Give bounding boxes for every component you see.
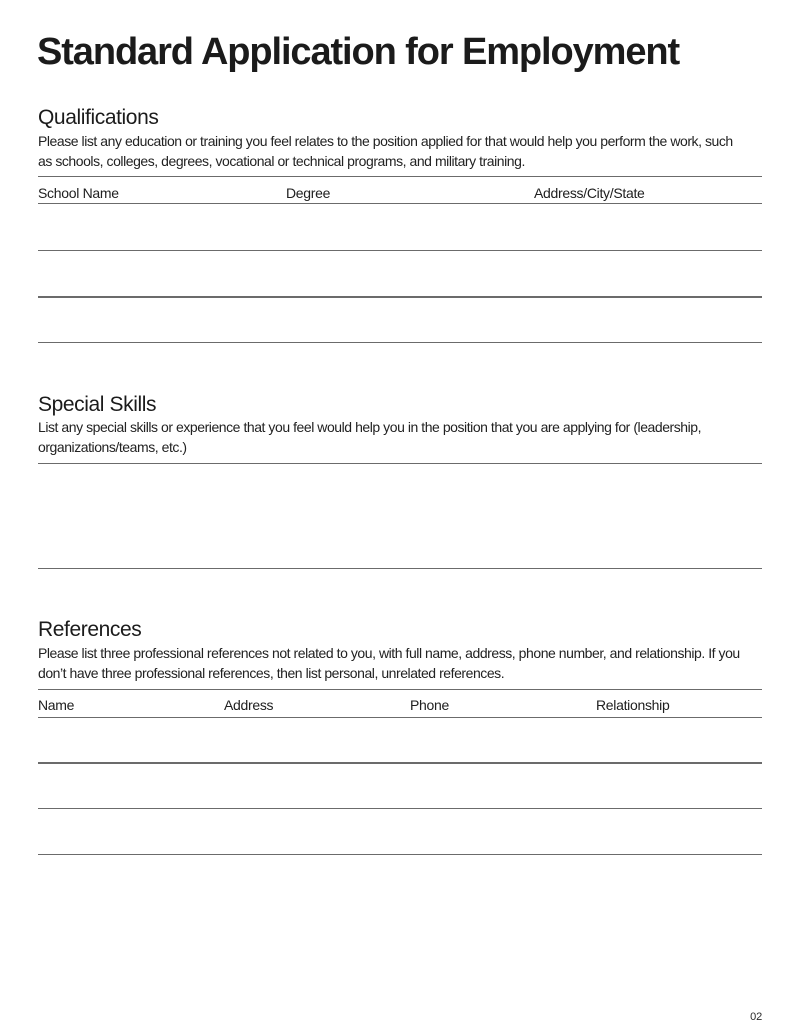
references-row-1[interactable]: [38, 718, 762, 761]
special-skills-heading: Special Skills: [38, 393, 157, 416]
qualifications-description-line: Please list any education or training you feel relates to the position applied for that would help you perform the work, such: [38, 133, 733, 149]
references-column-headers: [38, 696, 762, 715]
page-title: Standard Application for Employment: [37, 31, 680, 73]
special-skills-description: [38, 417, 778, 457]
references-heading: References: [38, 618, 142, 641]
qualifications-col-school-name: School Name: [38, 185, 119, 201]
qualifications-col-address-city-state: Address/City/State: [534, 185, 645, 201]
references-description: [38, 643, 778, 683]
references-col-relationship: Relationship: [596, 697, 670, 713]
qualifications-column-headers: [38, 184, 762, 203]
references-description-line: don’t have three professional references, then list personal, unrelated references.: [38, 665, 505, 681]
references-description-line: Please list three professional references not related to you, with full name, address, phone number, and relationship. If you: [38, 645, 740, 661]
qualifications-row-1[interactable]: [38, 204, 762, 249]
qualifications-row-3[interactable]: [38, 298, 762, 341]
qualifications-description: [38, 131, 778, 171]
special-skills-description-line: List any special skills or experience that you feel would help you in the position that you are applying for (leadership,: [38, 419, 702, 435]
qualifications-table-top-rule: [38, 176, 762, 178]
special-skills-description-line: organizations/teams, etc.): [38, 439, 187, 455]
special-skills-entry-area[interactable]: [38, 464, 762, 567]
references-col-phone: Phone: [410, 697, 449, 713]
references-col-address: Address: [224, 697, 274, 713]
references-row-3[interactable]: [38, 809, 762, 852]
references-row-rule: [38, 854, 762, 856]
references-col-name: Name: [38, 697, 75, 713]
references-table-top-rule: [38, 689, 762, 691]
qualifications-row-2[interactable]: [38, 251, 762, 295]
qualifications-col-degree: Degree: [286, 185, 331, 201]
page-number: 02: [750, 1011, 762, 1023]
qualifications-description-line: as schools, colleges, degrees, vocational or technical programs, and military training.: [38, 153, 525, 169]
qualifications-heading: Qualifications: [38, 106, 159, 129]
special-skills-bottom-rule: [38, 568, 762, 570]
references-row-2[interactable]: [38, 764, 762, 807]
qualifications-row-rule: [38, 342, 762, 344]
